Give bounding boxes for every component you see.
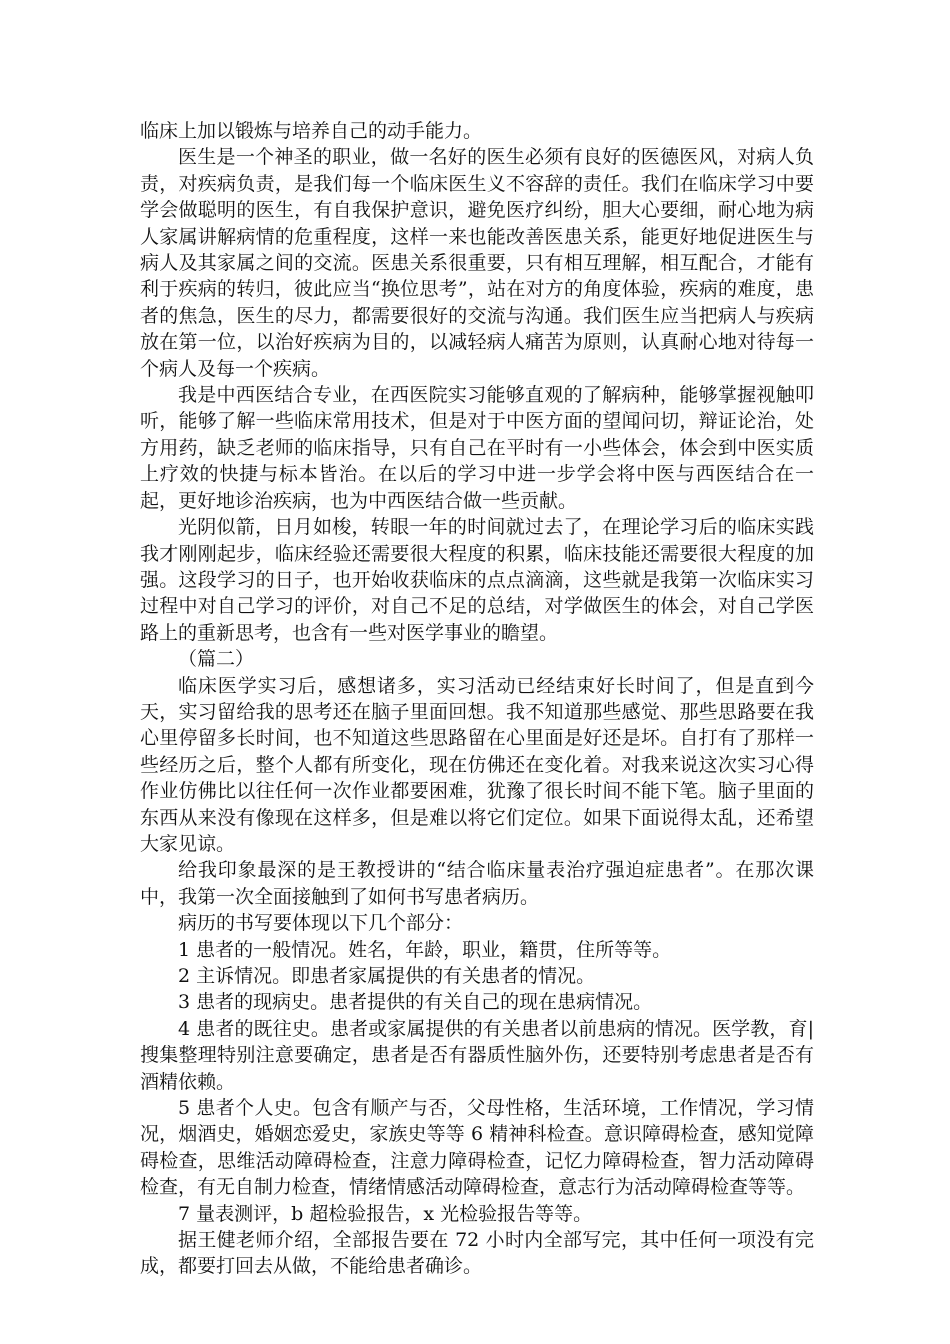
paragraph-continuation: 临床上加以锻炼与培养自己的动手能力。 bbox=[140, 120, 483, 142]
list-item-scale-assessment: 7 量表测评，b 超检验报告，x 光检验报告等等。 bbox=[178, 1202, 593, 1225]
list-item-general-info: 1 患者的一般情况。姓名，年龄，职业，籍贯，住所等等。 bbox=[178, 938, 672, 961]
paragraph-tcm-western: 我是中西医结合专业，在西医院实习能够直观的了解病种，能够掌握视触叩听，能够了解一些临床常用技术，但是对于中医方面的望闻问切，辩证论治，处方用药，缺乏老师的临床指导，只有自己在平时有一小些体会，体会到中医实质上疗效的快捷与标本皆治。在以后的学习中进一步学会将中医与西医结合在一起，更好地诊治疾病，也为中西医结合做一些贡献。 bbox=[140, 384, 814, 512]
document-body bbox=[140, 118, 814, 1280]
list-item-chief-complaint: 2 主诉情况。即患者家属提供的有关患者的情况。 bbox=[178, 965, 596, 987]
paragraph-professor-lecture: 给我印象最深的是王教授讲的“结合临床量表治疗强迫症患者”。在那次课中，我第一次全面接触到了如何书写患者病历。 bbox=[140, 859, 814, 908]
paragraph-record-parts-intro: 病历的书写要体现以下几个部分： bbox=[178, 912, 464, 935]
paragraph-doctor-duty: 医生是一个神圣的职业，做一名好的医生必须有良好的医德医风，对病人负责，对疾病负责，是我们每一个临床医生义不容辞的责任。我们在临床学习中要学会做聪明的医生，有自我保护意识，避免医疗纠纷，胆大心要细，耐心地为病人家属讲解病情的危重程度，这样一来也能改善医患关系，能更好地促进医生与病人及其家属之间的交流。医患关系很重要，只有相互理解，相互配合，才能有利于疾病的转归，彼此应当“换位思考”，站在对方的角度体验，疾病的难度，患者的焦急，医生的尽力，都需要很好的交流与沟通。我们医生应当把病人与疾病放在第一位，以治好疾病为目的，以减轻病人痛苦为原则，认真耐心地对待每一个病人及每一个疾病。 bbox=[140, 146, 814, 380]
list-item-present-illness: 3 患者的现病史。患者提供的有关自己的现在患病情况。 bbox=[178, 991, 653, 1014]
paragraph-internship-thoughts: 临床医学实习后，感想诸多，实习活动已经结束好长时间了，但是直到今天，实习留给我的思考还在脑子里面回想。我不知道那些感觉、那些思路要在我心里停留多长时间，也不知道这些思路留在心里面是好还是坏。自打有了那样一些经历之后，整个人都有所变化，现在仿佛还在变化着。对我来说这次实习心得作业仿佛比以往任何一次作业都要困难，犹豫了很长时间不能下笔。脑子里面的东西从来没有像现在这样多，但是难以将它们定位。如果下面说得太乱，还希望大家见谅。 bbox=[140, 674, 814, 855]
paragraph-report-deadline: 据王健老师介绍，全部报告要在 72 小时内全部写完，其中任何一项没有完成，都要打回去从做，不能给患者确诊。 bbox=[140, 1229, 814, 1278]
list-item-past-history: 4 患者的既往史。患者或家属提供的有关患者以前患病的情况。医学教，育|搜集整理特别注意要确定，患者是否有器质性脑外伤，还要特别考虑患者是否有酒精依赖。 bbox=[140, 1017, 814, 1093]
list-item-personal-history: 5 患者个人史。包含有顺产与否，父母性格，生活环境，工作情况，学习情况，烟酒史，婚姻恋爱史，家族史等等 6 精神科检查。意识障碍检查，感知觉障碍检查，思维活动障碍检查，注意力障碍检查，记忆力障碍检查，智力活动障碍检查，有无自制力检查，情绪情感活动障碍检查，意志行为活动障碍检查等等。 bbox=[140, 1097, 814, 1199]
section-heading-part-two: （篇二） bbox=[178, 648, 255, 671]
paragraph-time-reflection: 光阴似箭，日月如梭，转眼一年的时间就过去了，在理论学习后的临床实践我才刚刚起步，临床经验还需要很大程度的积累，临床技能还需要很大程度的加强。这段学习的日子，也开始收获临床的点点滴滴，这些就是我第一次临床实习过程中对自己学习的评价，对自己不足的总结，对学做医生的体会，对自己学医路上的重新思考，也含有一些对医学事业的瞻望。 bbox=[140, 516, 814, 644]
